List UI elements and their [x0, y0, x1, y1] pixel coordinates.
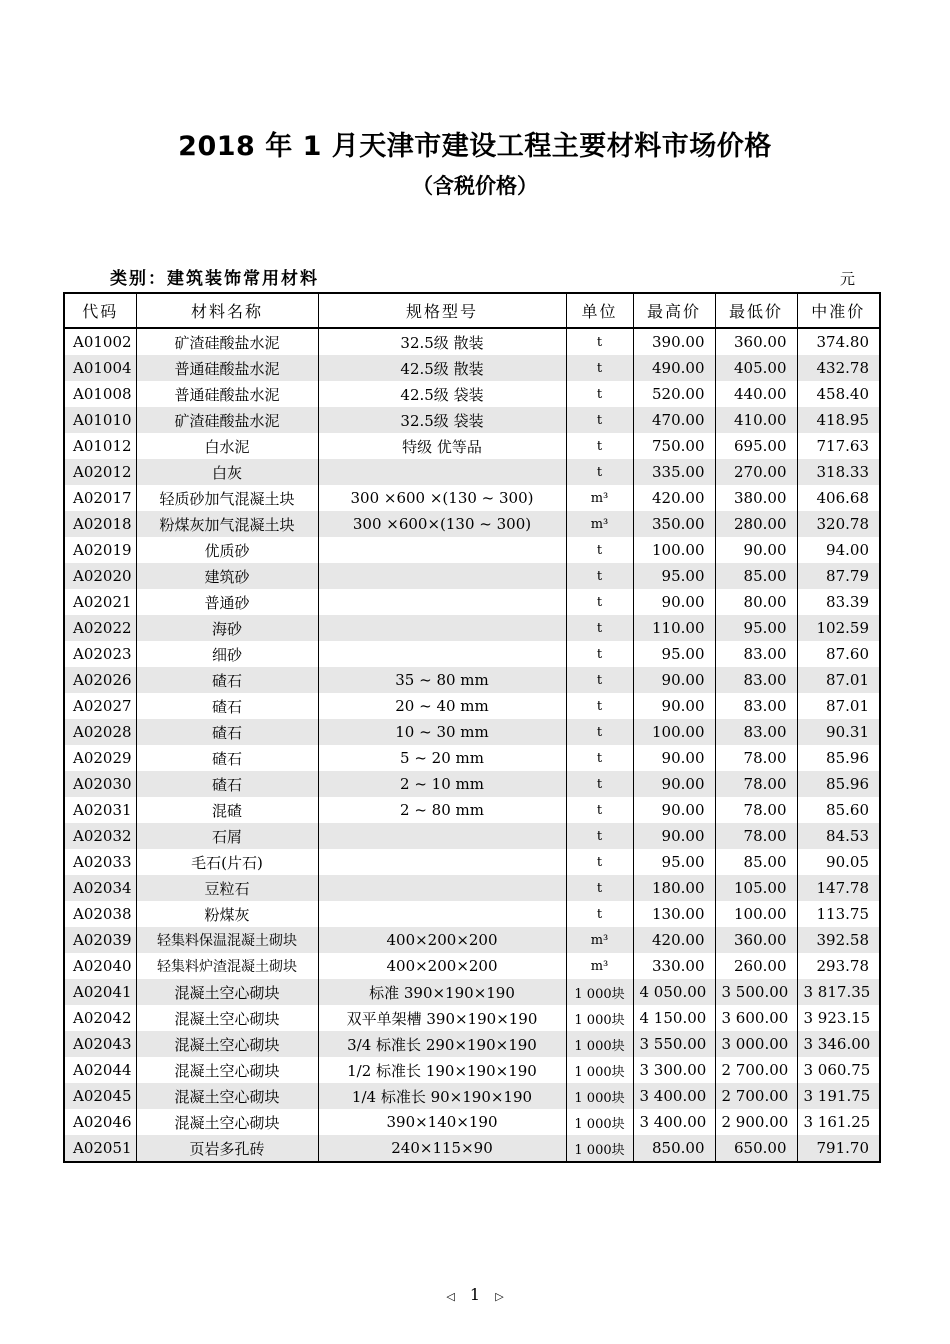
cell-unit: t [566, 537, 633, 563]
table-row [64, 875, 880, 901]
table-row [64, 407, 880, 433]
cell-min-price: 83.00 [715, 667, 797, 693]
cell-spec [318, 459, 566, 485]
cell-unit: m³ [566, 485, 633, 511]
table-row [64, 641, 880, 667]
cell-min-price: 410.00 [715, 407, 797, 433]
cell-material-name: 混凝土空心砌块 [136, 1005, 318, 1031]
cell-spec: 300 ×600×(130 ~ 300) [318, 511, 566, 537]
cell-spec: 1/4 标准长 90×190×190 [318, 1083, 566, 1109]
cell-material-name: 碴石 [136, 667, 318, 693]
table-row [64, 355, 880, 381]
cell-max-price: 100.00 [633, 719, 715, 745]
cell-spec: 35 ~ 80 mm [318, 667, 566, 693]
cell-unit: t [566, 901, 633, 927]
cell-max-price: 390.00 [633, 328, 715, 355]
cell-material-name: 轻集料保温混凝土砌块 [136, 927, 318, 953]
cell-spec: 20 ~ 40 mm [318, 693, 566, 719]
cell-code: A02027 [64, 693, 136, 719]
cell-unit: t [566, 407, 633, 433]
table-row [64, 927, 880, 953]
cell-mid-price: 418.95 [797, 407, 880, 433]
cell-unit: m³ [566, 511, 633, 537]
table-row [64, 589, 880, 615]
cell-unit: m³ [566, 953, 633, 979]
cell-material-name: 细砂 [136, 641, 318, 667]
cell-unit: t [566, 328, 633, 355]
cell-mid-price: 85.96 [797, 745, 880, 771]
table-row [64, 667, 880, 693]
cell-max-price: 4 150.00 [633, 1005, 715, 1031]
cell-mid-price: 83.39 [797, 589, 880, 615]
cell-mid-price: 3 060.75 [797, 1057, 880, 1083]
cell-mid-price: 90.31 [797, 719, 880, 745]
cell-min-price: 3 000.00 [715, 1031, 797, 1057]
cell-material-name: 白灰 [136, 459, 318, 485]
cell-mid-price: 3 346.00 [797, 1031, 880, 1057]
price-table [63, 292, 881, 1163]
cell-min-price: 270.00 [715, 459, 797, 485]
cell-unit: m³ [566, 927, 633, 953]
cell-code: A02045 [64, 1083, 136, 1109]
cell-mid-price: 406.68 [797, 485, 880, 511]
cell-code: A01002 [64, 328, 136, 355]
cell-material-name: 混碴 [136, 797, 318, 823]
cell-code: A02020 [64, 563, 136, 589]
cell-spec: 400×200×200 [318, 953, 566, 979]
cell-material-name: 建筑砂 [136, 563, 318, 589]
cell-mid-price: 374.80 [797, 328, 880, 355]
cell-max-price: 95.00 [633, 849, 715, 875]
cell-spec: 标准 390×190×190 [318, 979, 566, 1005]
cell-code: A02041 [64, 979, 136, 1005]
cell-min-price: 90.00 [715, 537, 797, 563]
cell-min-price: 280.00 [715, 511, 797, 537]
cell-code: A02031 [64, 797, 136, 823]
cell-max-price: 470.00 [633, 407, 715, 433]
table-body [64, 328, 880, 1162]
cell-max-price: 90.00 [633, 589, 715, 615]
cell-material-name: 矿渣硅酸盐水泥 [136, 328, 318, 355]
cell-min-price: 85.00 [715, 563, 797, 589]
cell-code: A02042 [64, 1005, 136, 1031]
cell-min-price: 3 500.00 [715, 979, 797, 1005]
cell-material-name: 普通硅酸盐水泥 [136, 355, 318, 381]
header-name: 材料名称 [136, 293, 318, 328]
cell-material-name: 轻质砂加气混凝土块 [136, 485, 318, 511]
cell-min-price: 380.00 [715, 485, 797, 511]
cell-mid-price: 147.78 [797, 875, 880, 901]
table-row [64, 433, 880, 459]
cell-code: A02029 [64, 745, 136, 771]
cell-mid-price: 432.78 [797, 355, 880, 381]
table-row [64, 1005, 880, 1031]
table-row [64, 563, 880, 589]
cell-max-price: 3 400.00 [633, 1109, 715, 1135]
cell-material-name: 混凝土空心砌块 [136, 1057, 318, 1083]
cell-unit: t [566, 667, 633, 693]
cell-mid-price: 791.70 [797, 1135, 880, 1162]
table-row [64, 615, 880, 641]
cell-unit: t [566, 589, 633, 615]
cell-max-price: 130.00 [633, 901, 715, 927]
cell-max-price: 420.00 [633, 927, 715, 953]
page-number: 1 [469, 1285, 481, 1304]
cell-unit: t [566, 823, 633, 849]
cell-unit: t [566, 771, 633, 797]
cell-min-price: 78.00 [715, 771, 797, 797]
cell-min-price: 83.00 [715, 641, 797, 667]
cell-code: A02040 [64, 953, 136, 979]
cell-max-price: 110.00 [633, 615, 715, 641]
cell-min-price: 360.00 [715, 328, 797, 355]
cell-unit: t [566, 641, 633, 667]
cell-spec: 240×115×90 [318, 1135, 566, 1162]
cell-mid-price: 85.96 [797, 771, 880, 797]
cell-mid-price: 102.59 [797, 615, 880, 641]
cell-material-name: 碴石 [136, 719, 318, 745]
cell-code: A02044 [64, 1057, 136, 1083]
cell-code: A02039 [64, 927, 136, 953]
cell-code: A02046 [64, 1109, 136, 1135]
cell-mid-price: 87.01 [797, 693, 880, 719]
cell-spec [318, 901, 566, 927]
cell-material-name: 石屑 [136, 823, 318, 849]
cell-unit: t [566, 459, 633, 485]
cell-max-price: 90.00 [633, 797, 715, 823]
cell-spec [318, 615, 566, 641]
cell-code: A01004 [64, 355, 136, 381]
cell-code: A02017 [64, 485, 136, 511]
cell-spec [318, 641, 566, 667]
cell-max-price: 90.00 [633, 771, 715, 797]
cell-max-price: 520.00 [633, 381, 715, 407]
cell-max-price: 3 400.00 [633, 1083, 715, 1109]
table-row [64, 537, 880, 563]
cell-unit: t [566, 849, 633, 875]
cell-material-name: 页岩多孔砖 [136, 1135, 318, 1162]
cell-code: A02012 [64, 459, 136, 485]
cell-mid-price: 85.60 [797, 797, 880, 823]
category-label: 类别：建筑装饰常用材料 [110, 269, 319, 289]
cell-mid-price: 87.60 [797, 641, 880, 667]
cell-code: A02032 [64, 823, 136, 849]
cell-material-name: 优质砂 [136, 537, 318, 563]
cell-spec: 特级 优等品 [318, 433, 566, 459]
cell-max-price: 490.00 [633, 355, 715, 381]
cell-mid-price: 717.63 [797, 433, 880, 459]
table-row [64, 797, 880, 823]
cell-material-name: 混凝土空心砌块 [136, 1109, 318, 1135]
table-row [64, 1057, 880, 1083]
triangle-right-icon: ▷ [495, 1290, 504, 1303]
cell-unit: t [566, 615, 633, 641]
table-row [64, 901, 880, 927]
cell-max-price: 90.00 [633, 823, 715, 849]
header-mid-price: 中准价 [797, 293, 880, 328]
cell-code: A01012 [64, 433, 136, 459]
cell-mid-price: 458.40 [797, 381, 880, 407]
table-row [64, 328, 880, 355]
cell-code: A02043 [64, 1031, 136, 1057]
cell-max-price: 100.00 [633, 537, 715, 563]
cell-max-price: 95.00 [633, 641, 715, 667]
cell-max-price: 750.00 [633, 433, 715, 459]
cell-unit: 1 000块 [566, 1135, 633, 1162]
table-row [64, 381, 880, 407]
cell-min-price: 78.00 [715, 745, 797, 771]
table-row [64, 823, 880, 849]
currency-unit-label: 元 [840, 270, 856, 288]
cell-min-price: 85.00 [715, 849, 797, 875]
table-row [64, 979, 880, 1005]
cell-min-price: 100.00 [715, 901, 797, 927]
table-row [64, 849, 880, 875]
table-row [64, 719, 880, 745]
cell-code: A02030 [64, 771, 136, 797]
cell-material-name: 混凝土空心砌块 [136, 979, 318, 1005]
cell-material-name: 毛石(片石) [136, 849, 318, 875]
cell-spec: 10 ~ 30 mm [318, 719, 566, 745]
cell-min-price: 360.00 [715, 927, 797, 953]
cell-spec: 300 ×600 ×(130 ~ 300) [318, 485, 566, 511]
cell-unit: 1 000块 [566, 1005, 633, 1031]
cell-code: A02026 [64, 667, 136, 693]
cell-code: A01008 [64, 381, 136, 407]
cell-unit: t [566, 797, 633, 823]
cell-mid-price: 318.33 [797, 459, 880, 485]
cell-spec: 32.5级 袋装 [318, 407, 566, 433]
cell-min-price: 95.00 [715, 615, 797, 641]
page-subtitle: （含税价格） [412, 174, 538, 198]
cell-mid-price: 3 923.15 [797, 1005, 880, 1031]
cell-unit: 1 000块 [566, 1109, 633, 1135]
cell-code: A02018 [64, 511, 136, 537]
cell-max-price: 3 300.00 [633, 1057, 715, 1083]
cell-spec [318, 849, 566, 875]
table-row [64, 511, 880, 537]
cell-material-name: 碴石 [136, 745, 318, 771]
table-row [64, 771, 880, 797]
cell-spec: 42.5级 散装 [318, 355, 566, 381]
cell-material-name: 混凝土空心砌块 [136, 1083, 318, 1109]
cell-material-name: 矿渣硅酸盐水泥 [136, 407, 318, 433]
header-spec: 规格型号 [318, 293, 566, 328]
cell-spec: 390×140×190 [318, 1109, 566, 1135]
cell-mid-price: 84.53 [797, 823, 880, 849]
cell-min-price: 3 600.00 [715, 1005, 797, 1031]
cell-material-name: 混凝土空心砌块 [136, 1031, 318, 1057]
cell-code: A02021 [64, 589, 136, 615]
header-min-price: 最低价 [715, 293, 797, 328]
triangle-left-icon: ◁ [446, 1290, 455, 1303]
table-row [64, 1135, 880, 1162]
cell-unit: t [566, 355, 633, 381]
cell-material-name: 豆粒石 [136, 875, 318, 901]
cell-unit: 1 000块 [566, 1031, 633, 1057]
cell-mid-price: 392.58 [797, 927, 880, 953]
cell-material-name: 碴石 [136, 771, 318, 797]
cell-min-price: 78.00 [715, 797, 797, 823]
cell-material-name: 普通砂 [136, 589, 318, 615]
cell-min-price: 695.00 [715, 433, 797, 459]
table-row [64, 1031, 880, 1057]
cell-unit: t [566, 693, 633, 719]
cell-code: A02019 [64, 537, 136, 563]
cell-material-name: 粉煤灰 [136, 901, 318, 927]
cell-mid-price: 87.79 [797, 563, 880, 589]
cell-unit: t [566, 433, 633, 459]
cell-spec [318, 823, 566, 849]
cell-unit: t [566, 875, 633, 901]
table-row [64, 1083, 880, 1109]
cell-max-price: 90.00 [633, 745, 715, 771]
cell-spec [318, 563, 566, 589]
table-row [64, 485, 880, 511]
cell-unit: 1 000块 [566, 1083, 633, 1109]
cell-spec [318, 537, 566, 563]
cell-mid-price: 293.78 [797, 953, 880, 979]
page-title: 2018 年 1 月天津市建设工程主要材料市场价格 [178, 131, 772, 162]
cell-min-price: 78.00 [715, 823, 797, 849]
table-header-row [64, 293, 880, 328]
cell-spec: 5 ~ 20 mm [318, 745, 566, 771]
cell-min-price: 2 700.00 [715, 1083, 797, 1109]
cell-max-price: 90.00 [633, 693, 715, 719]
cell-code: A01010 [64, 407, 136, 433]
cell-mid-price: 94.00 [797, 537, 880, 563]
cell-min-price: 405.00 [715, 355, 797, 381]
cell-spec: 3/4 标准长 290×190×190 [318, 1031, 566, 1057]
cell-mid-price: 3 161.25 [797, 1109, 880, 1135]
cell-max-price: 420.00 [633, 485, 715, 511]
cell-mid-price: 320.78 [797, 511, 880, 537]
cell-mid-price: 90.05 [797, 849, 880, 875]
cell-code: A02033 [64, 849, 136, 875]
cell-material-name: 碴石 [136, 693, 318, 719]
cell-unit: t [566, 381, 633, 407]
cell-code: A02038 [64, 901, 136, 927]
cell-min-price: 260.00 [715, 953, 797, 979]
cell-min-price: 650.00 [715, 1135, 797, 1162]
cell-material-name: 普通硅酸盐水泥 [136, 381, 318, 407]
table-row [64, 953, 880, 979]
cell-max-price: 350.00 [633, 511, 715, 537]
cell-min-price: 105.00 [715, 875, 797, 901]
cell-max-price: 850.00 [633, 1135, 715, 1162]
cell-unit: t [566, 719, 633, 745]
cell-unit: 1 000块 [566, 979, 633, 1005]
cell-min-price: 80.00 [715, 589, 797, 615]
table-row [64, 693, 880, 719]
cell-mid-price: 87.01 [797, 667, 880, 693]
cell-code: A02023 [64, 641, 136, 667]
cell-spec [318, 589, 566, 615]
cell-code: A02022 [64, 615, 136, 641]
header-max-price: 最高价 [633, 293, 715, 328]
table-row [64, 1109, 880, 1135]
cell-unit: t [566, 563, 633, 589]
cell-material-name: 海砂 [136, 615, 318, 641]
cell-max-price: 95.00 [633, 563, 715, 589]
table-row [64, 459, 880, 485]
cell-spec: 2 ~ 80 mm [318, 797, 566, 823]
cell-max-price: 3 550.00 [633, 1031, 715, 1057]
header-unit: 单位 [566, 293, 633, 328]
cell-spec: 400×200×200 [318, 927, 566, 953]
cell-min-price: 2 900.00 [715, 1109, 797, 1135]
cell-unit: 1 000块 [566, 1057, 633, 1083]
header-code: 代码 [64, 293, 136, 328]
cell-mid-price: 3 191.75 [797, 1083, 880, 1109]
cell-code: A02028 [64, 719, 136, 745]
page-footer [0, 1285, 950, 1304]
cell-min-price: 83.00 [715, 693, 797, 719]
cell-max-price: 335.00 [633, 459, 715, 485]
cell-min-price: 440.00 [715, 381, 797, 407]
table-row [64, 745, 880, 771]
cell-spec [318, 875, 566, 901]
cell-mid-price: 3 817.35 [797, 979, 880, 1005]
cell-code: A02034 [64, 875, 136, 901]
cell-spec: 32.5级 散装 [318, 328, 566, 355]
cell-material-name: 轻集料炉渣混凝土砌块 [136, 953, 318, 979]
cell-min-price: 2 700.00 [715, 1057, 797, 1083]
cell-code: A02051 [64, 1135, 136, 1162]
cell-max-price: 90.00 [633, 667, 715, 693]
cell-max-price: 330.00 [633, 953, 715, 979]
cell-min-price: 83.00 [715, 719, 797, 745]
cell-unit: t [566, 745, 633, 771]
cell-material-name: 粉煤灰加气混凝土块 [136, 511, 318, 537]
cell-max-price: 180.00 [633, 875, 715, 901]
cell-mid-price: 113.75 [797, 901, 880, 927]
cell-spec: 42.5级 袋装 [318, 381, 566, 407]
cell-max-price: 4 050.00 [633, 979, 715, 1005]
cell-spec: 1/2 标准长 190×190×190 [318, 1057, 566, 1083]
cell-spec: 2 ~ 10 mm [318, 771, 566, 797]
cell-spec: 双平单架槽 390×190×190 [318, 1005, 566, 1031]
cell-material-name: 白水泥 [136, 433, 318, 459]
